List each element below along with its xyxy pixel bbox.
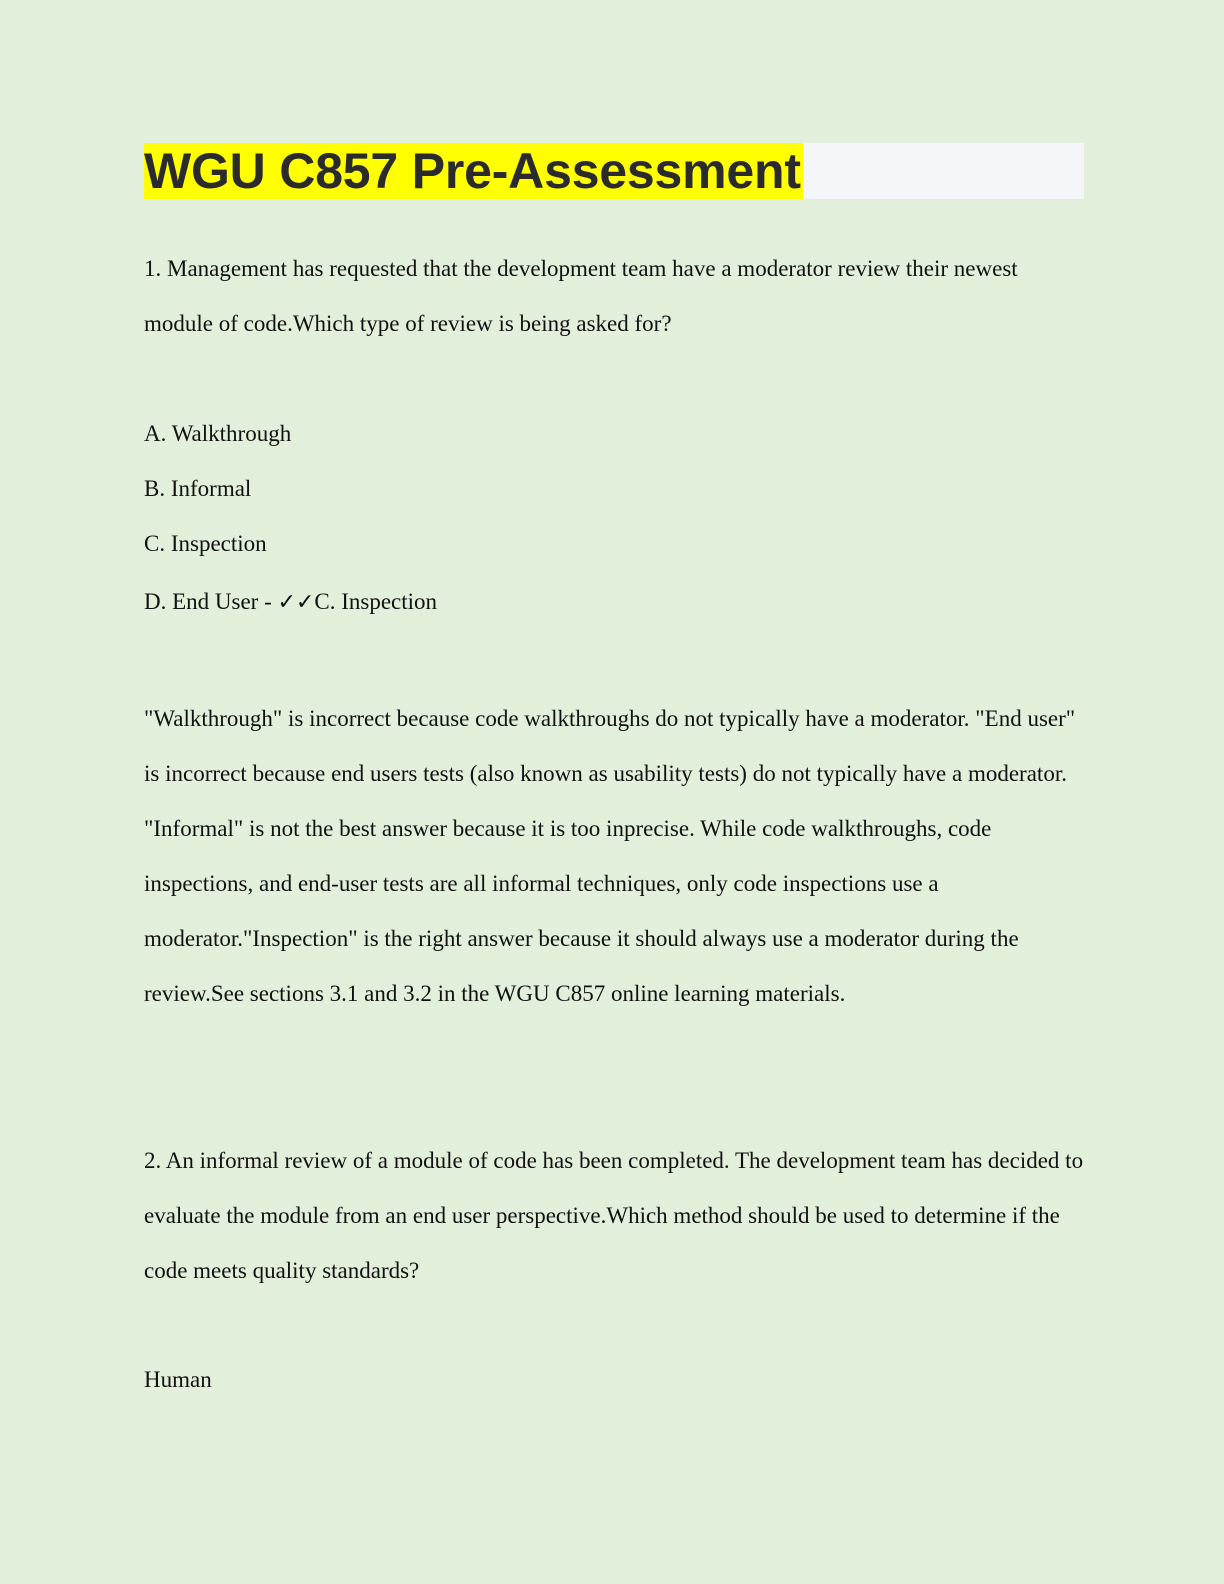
question-1-options xyxy=(144,406,1084,626)
double-check-icon: ✓✓ xyxy=(277,590,315,615)
question-2-partial-answer: Human xyxy=(144,1367,212,1392)
option-b: B. Informal xyxy=(144,476,252,501)
option-d-with-answer xyxy=(144,571,1084,626)
option-c: C. Inspection xyxy=(144,531,267,556)
question-2-text: 2. An informal review of a module of code has been completed. The development team has decided to evaluate the module from an end user perspective.Which method should be used to determine if the code meets quality standards? xyxy=(144,1148,1084,1283)
option-a: A. Walkthrough xyxy=(144,421,292,446)
question-1-text: 1. Management has requested that the development team have a moderator review their newest module of code.Which type of review is being asked for? xyxy=(144,256,1018,336)
correct-answer: C. Inspection xyxy=(314,589,438,614)
option-d: D. End User - xyxy=(144,589,278,614)
question-1-explanation: "Walkthrough" is incorrect because code walkthroughs do not typically have a moderator. "End user" is incorrect because end users tests (also known as usability tests) do not typically have a moderator. "Informal" is not the best answer because it is too inprecise. While code walkthroughs, code inspections, and end-user tests are all informal techniques, only code inspections use a moderator."Inspection" is the right answer because it should always use a moderator during the review.See sections 3.1 and 3.2 in the WGU C857 online learning materials. xyxy=(144,706,1076,1006)
document-title: WGU C857 Pre-Assessment xyxy=(144,143,801,199)
